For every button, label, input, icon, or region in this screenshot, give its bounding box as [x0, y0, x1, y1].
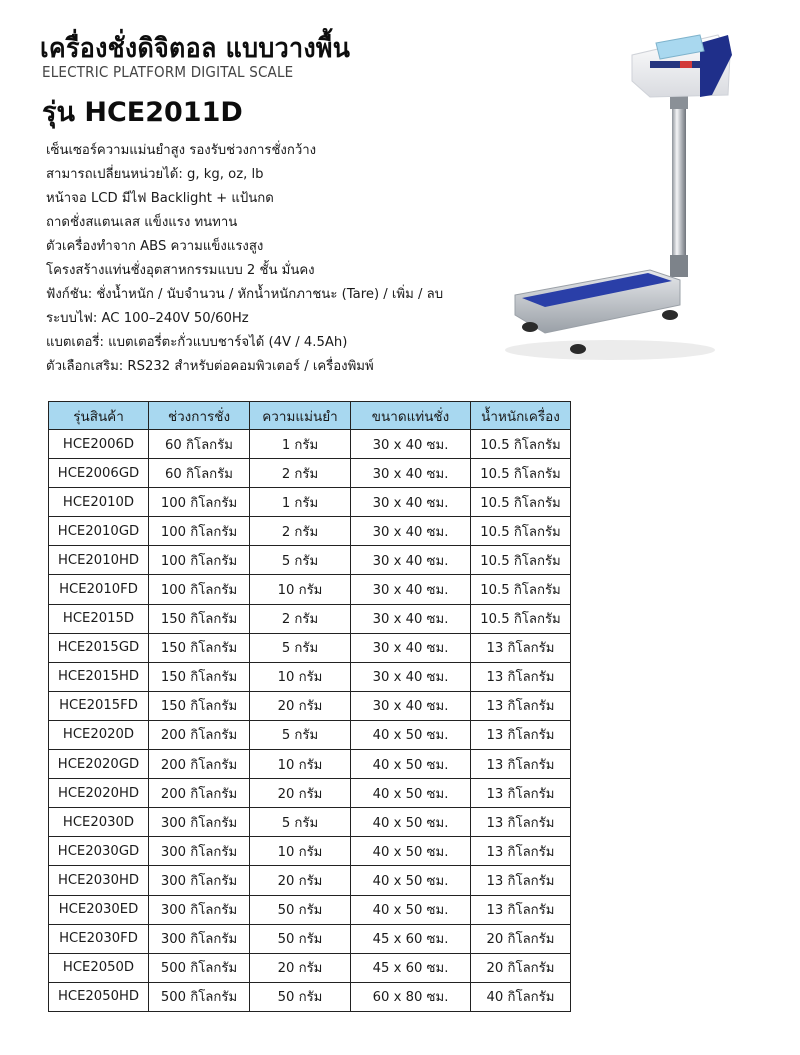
cell-platform-size: 30 x 40 ซม.	[351, 575, 471, 604]
cell-accuracy: 10 กรัม	[250, 837, 351, 866]
cell-capacity: 60 กิโลกรัม	[149, 430, 250, 459]
cell-model: HCE2020GD	[49, 750, 149, 779]
table-row	[49, 924, 571, 953]
cell-accuracy: 5 กรัม	[250, 633, 351, 662]
cell-weight: 10.5 กิโลกรัม	[471, 430, 571, 459]
cell-weight: 10.5 กิโลกรัม	[471, 546, 571, 575]
cell-accuracy: 50 กรัม	[250, 982, 351, 1011]
table-row	[49, 837, 571, 866]
cell-capacity: 150 กิโลกรัม	[149, 691, 250, 720]
cell-capacity: 60 กิโลกรัม	[149, 459, 250, 488]
cell-accuracy: 5 กรัม	[250, 720, 351, 749]
table-row	[49, 488, 571, 517]
cell-capacity: 150 กิโลกรัม	[149, 662, 250, 691]
cell-accuracy: 20 กรัม	[250, 779, 351, 808]
cell-accuracy: 50 กรัม	[250, 895, 351, 924]
column-header-platform-size: ขนาดแท่นชั่ง	[351, 402, 471, 430]
cell-capacity: 200 กิโลกรัม	[149, 779, 250, 808]
table-row	[49, 895, 571, 924]
cell-model: HCE2030ED	[49, 895, 149, 924]
model-name: รุ่น HCE2011D	[42, 97, 243, 128]
foot	[662, 310, 678, 320]
feature-list	[46, 139, 443, 379]
feature-item: แบตเตอรี่: แบตเตอรี่ตะกั่วแบบชาร์จได้ (4V / 4.5Ah)	[46, 335, 348, 350]
cell-accuracy: 2 กรัม	[250, 517, 351, 546]
cell-capacity: 300 กิโลกรัม	[149, 895, 250, 924]
cell-weight: 10.5 กิโลกรัม	[471, 604, 571, 633]
cell-model: HCE2015FD	[49, 691, 149, 720]
cell-capacity: 300 กิโลกรัม	[149, 808, 250, 837]
cell-accuracy: 10 กรัม	[250, 750, 351, 779]
table-row	[49, 430, 571, 459]
cell-weight: 13 กิโลกรัม	[471, 750, 571, 779]
page-subtitle: ELECTRIC PLATFORM DIGITAL SCALE	[42, 63, 294, 81]
cell-model: HCE2030HD	[49, 866, 149, 895]
table-row	[49, 808, 571, 837]
cell-accuracy: 5 กรัม	[250, 808, 351, 837]
cell-weight: 13 กิโลกรัม	[471, 633, 571, 662]
cell-platform-size: 45 x 60 ซม.	[351, 953, 471, 982]
pole	[672, 93, 686, 271]
cell-model: HCE2030FD	[49, 924, 149, 953]
cell-model: HCE2006GD	[49, 459, 149, 488]
cell-capacity: 150 กิโลกรัม	[149, 633, 250, 662]
table-row	[49, 720, 571, 749]
cell-platform-size: 40 x 50 ซม.	[351, 779, 471, 808]
cell-accuracy: 20 กรัม	[250, 953, 351, 982]
feature-item: สามารถเปลี่ยนหน่วยได้: g, kg, oz, lb	[46, 167, 264, 182]
cell-model: HCE2020D	[49, 720, 149, 749]
cell-weight: 13 กิโลกรัม	[471, 895, 571, 924]
cell-platform-size: 30 x 40 ซม.	[351, 662, 471, 691]
cell-platform-size: 30 x 40 ซม.	[351, 459, 471, 488]
cell-weight: 10.5 กิโลกรัม	[471, 575, 571, 604]
table-row	[49, 546, 571, 575]
cell-model: HCE2050D	[49, 953, 149, 982]
cell-model: HCE2006D	[49, 430, 149, 459]
spec-table	[48, 401, 571, 1012]
cell-accuracy: 5 กรัม	[250, 546, 351, 575]
cell-platform-size: 40 x 50 ซม.	[351, 837, 471, 866]
cell-model: HCE2015D	[49, 604, 149, 633]
cell-weight: 10.5 กิโลกรัม	[471, 459, 571, 488]
table-row	[49, 953, 571, 982]
cell-weight: 13 กิโลกรัม	[471, 720, 571, 749]
cell-model: HCE2010FD	[49, 575, 149, 604]
cell-platform-size: 60 x 80 ซม.	[351, 982, 471, 1011]
feature-item: หน้าจอ LCD มีไฟ Backlight + แป้นกด	[46, 191, 274, 206]
cell-weight: 13 กิโลกรัม	[471, 808, 571, 837]
table-row	[49, 750, 571, 779]
cell-model: HCE2030D	[49, 808, 149, 837]
column-header-capacity: ช่วงการชั่ง	[149, 402, 250, 430]
feature-item: ฟังก์ชัน: ชั่งน้ำหนัก / นับจำนวน / หักน้ำหนักภาชนะ (Tare) / เพิ่ม / ลบ	[46, 287, 444, 302]
cell-accuracy: 1 กรัม	[250, 488, 351, 517]
cell-platform-size: 30 x 40 ซม.	[351, 633, 471, 662]
cell-model: HCE2010HD	[49, 546, 149, 575]
page-title: เครื่องชั่งดิจิตอล แบบวางพื้น	[40, 33, 351, 64]
cell-capacity: 200 กิโลกรัม	[149, 750, 250, 779]
cell-platform-size: 30 x 40 ซม.	[351, 488, 471, 517]
feature-item: โครงสร้างแท่นชั่งอุตสาหกรรมแบบ 2 ชั้น มั่นคง	[46, 263, 315, 278]
foot	[570, 344, 586, 354]
table-row	[49, 604, 571, 633]
cell-capacity: 100 กิโลกรัม	[149, 575, 250, 604]
cell-platform-size: 30 x 40 ซม.	[351, 517, 471, 546]
cell-model: HCE2015GD	[49, 633, 149, 662]
feature-item: เซ็นเซอร์ความแม่นยำสูง รองรับช่วงการชั่งกว้าง	[46, 143, 317, 158]
cell-weight: 20 กิโลกรัม	[471, 953, 571, 982]
column-header-model: รุ่นสินค้า	[49, 402, 149, 430]
cell-capacity: 150 กิโลกรัม	[149, 604, 250, 633]
cell-accuracy: 2 กรัม	[250, 604, 351, 633]
cell-platform-size: 40 x 50 ซม.	[351, 866, 471, 895]
cell-platform-size: 45 x 60 ซม.	[351, 924, 471, 953]
feature-item: ตัวเครื่องทำจาก ABS ความแข็งแรงสูง	[46, 239, 264, 254]
table-row	[49, 517, 571, 546]
cell-platform-size: 30 x 40 ซม.	[351, 430, 471, 459]
cell-model: HCE2050HD	[49, 982, 149, 1011]
cell-platform-size: 40 x 50 ซม.	[351, 895, 471, 924]
cell-accuracy: 50 กรัม	[250, 924, 351, 953]
table-row	[49, 779, 571, 808]
platform-scale-illustration	[500, 15, 760, 375]
table-row	[49, 691, 571, 720]
cell-platform-size: 30 x 40 ซม.	[351, 691, 471, 720]
cell-weight: 13 กิโลกรัม	[471, 662, 571, 691]
cell-capacity: 100 กิโลกรัม	[149, 488, 250, 517]
keypad	[650, 61, 700, 68]
table-header-row	[49, 402, 571, 430]
feature-item: ระบบไฟ: AC 100–240V 50/60Hz	[46, 311, 249, 326]
cell-weight: 10.5 กิโลกรัม	[471, 488, 571, 517]
column-header-accuracy: ความแม่นยำ	[250, 402, 351, 430]
cell-capacity: 100 กิโลกรัม	[149, 517, 250, 546]
cell-capacity: 100 กิโลกรัม	[149, 546, 250, 575]
cell-weight: 13 กิโลกรัม	[471, 779, 571, 808]
cell-model: HCE2020HD	[49, 779, 149, 808]
cell-capacity: 300 กิโลกรัม	[149, 866, 250, 895]
cell-weight: 40 กิโลกรัม	[471, 982, 571, 1011]
foot	[522, 322, 538, 332]
table-row	[49, 662, 571, 691]
cell-platform-size: 40 x 50 ซม.	[351, 808, 471, 837]
cell-accuracy: 1 กรัม	[250, 430, 351, 459]
cell-model: HCE2010D	[49, 488, 149, 517]
table-row	[49, 459, 571, 488]
cell-platform-size: 40 x 50 ซม.	[351, 750, 471, 779]
cell-weight: 13 กิโลกรัม	[471, 691, 571, 720]
cell-capacity: 300 กิโลกรัม	[149, 837, 250, 866]
keypad-red-keys	[680, 61, 692, 68]
cell-accuracy: 20 กรัม	[250, 866, 351, 895]
cell-capacity: 500 กิโลกรัม	[149, 982, 250, 1011]
cell-accuracy: 2 กรัม	[250, 459, 351, 488]
cell-model: HCE2010GD	[49, 517, 149, 546]
feature-item: ถาดชั่งสแตนเลส แข็งแรง ทนทาน	[46, 215, 238, 230]
cell-accuracy: 10 กรัม	[250, 662, 351, 691]
cell-capacity: 200 กิโลกรัม	[149, 720, 250, 749]
table-row	[49, 633, 571, 662]
pole-base	[670, 255, 688, 277]
table-row	[49, 982, 571, 1011]
column-header-weight: น้ำหนักเครื่อง	[471, 402, 571, 430]
cell-capacity: 500 กิโลกรัม	[149, 953, 250, 982]
cell-weight: 13 กิโลกรัม	[471, 837, 571, 866]
cell-accuracy: 10 กรัม	[250, 575, 351, 604]
cell-capacity: 300 กิโลกรัม	[149, 924, 250, 953]
cell-platform-size: 30 x 40 ซม.	[351, 604, 471, 633]
table-row	[49, 866, 571, 895]
cell-weight: 13 กิโลกรัม	[471, 866, 571, 895]
cell-platform-size: 40 x 50 ซม.	[351, 720, 471, 749]
shadow	[505, 340, 715, 360]
cell-model: HCE2030GD	[49, 837, 149, 866]
cell-platform-size: 30 x 40 ซม.	[351, 546, 471, 575]
cell-weight: 10.5 กิโลกรัม	[471, 517, 571, 546]
feature-item: ตัวเลือกเสริม: RS232 สำหรับต่อคอมพิวเตอร์ / เครื่องพิมพ์	[46, 359, 374, 374]
table-row	[49, 575, 571, 604]
cell-model: HCE2015HD	[49, 662, 149, 691]
cell-accuracy: 20 กรัม	[250, 691, 351, 720]
cell-weight: 20 กิโลกรัม	[471, 924, 571, 953]
